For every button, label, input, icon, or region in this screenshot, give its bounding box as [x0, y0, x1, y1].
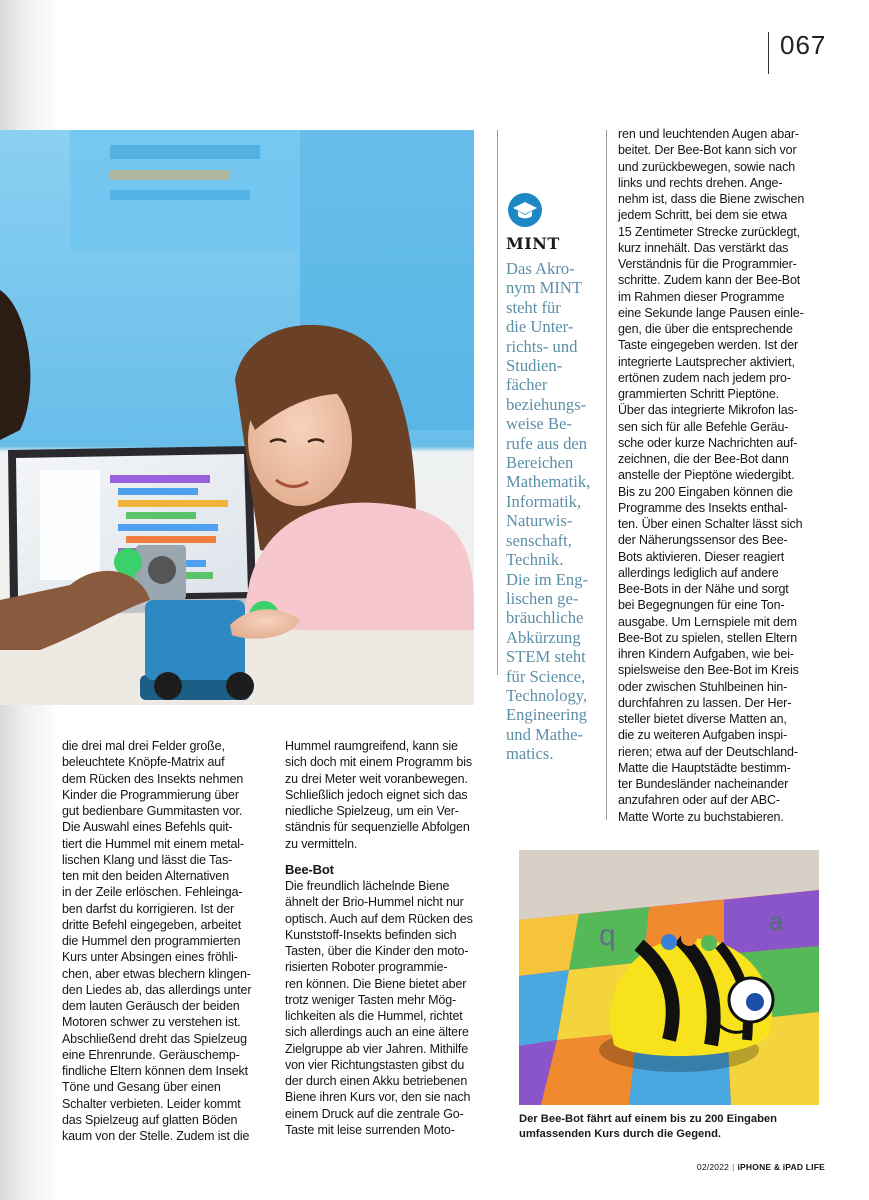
text-line: steller bietet diverse Matten an,	[618, 712, 787, 726]
hero-illustration	[0, 130, 474, 705]
text-line: ähnelt der Brio-Hummel nicht nur	[285, 895, 464, 910]
sidebar-line: Studien-	[506, 356, 563, 376]
text-line: rieren; etwa auf der Deutschland-	[618, 744, 798, 759]
text-line: kaum von der Stelle. Zudem ist die	[62, 1129, 250, 1143]
text-line: Kinder die Programmierung über	[62, 787, 239, 802]
sidebar-line: steht für	[506, 297, 561, 317]
text-line: anzufahren oder auf der ABC-	[618, 793, 780, 808]
sidebar-line: fächer	[506, 375, 548, 395]
sidebar-line: Informatik,	[506, 491, 582, 511]
sidebar-line: die Unter-	[506, 317, 574, 337]
page-number: 067	[780, 30, 827, 60]
sidebar-line: und Mathe-	[506, 724, 583, 744]
text-line: das Spielzeug auf glatten Böden	[62, 1112, 238, 1127]
graduation-cap-icon	[508, 193, 542, 227]
text-line: 15 Zentimeter Strecke zurücklegt,	[618, 224, 800, 239]
sidebar-line: STEM steht	[506, 647, 586, 667]
sidebar-line: Das Akro-	[506, 259, 575, 278]
text-line: ausgabe. Um Lernspiele mit dem	[618, 614, 797, 629]
article-column-3	[618, 126, 832, 825]
text-line: sich allerdings auch an eine ältere	[285, 1025, 469, 1040]
text-line: ren und leuchtenden Augen abar-	[618, 127, 799, 141]
section-subhead: Bee-Bot	[285, 861, 334, 877]
text-line: Über das integrierte Mikrofon las-	[618, 403, 798, 418]
text-line: links und rechts drehen. Ange-	[618, 175, 783, 190]
sidebar-line: Die im Eng-	[506, 569, 589, 589]
text-line: einem Druck auf die zentrale Go-	[285, 1106, 464, 1121]
text-line: zu vermitteln.	[285, 836, 358, 851]
text-line: Matte die Hauptstädte bestimm-	[618, 760, 791, 775]
sidebar-line: Mathematik,	[506, 472, 591, 492]
text-line: Bee-Bots in der Nähe und sorgt	[618, 582, 789, 596]
text-line: Bots aktivieren. Dieser reagiert	[618, 549, 785, 564]
text-line: allerdings lediglich auf andere	[618, 565, 779, 580]
bee-bot-photo	[519, 850, 819, 1105]
text-line: dem Rücken des Insekts nehmen	[62, 771, 244, 786]
text-line: Matte Worte zu buchstabieren.	[618, 809, 784, 824]
sidebar-line: für Science,	[506, 666, 586, 686]
article-column-1	[62, 738, 272, 1144]
text-line: zu drei Meter weit voranbewegen.	[285, 771, 468, 786]
text-line: und zurückbewegen, sowie nach	[618, 159, 796, 174]
sidebar-line: beziehungs-	[506, 394, 587, 414]
text-line: Bee-Bot zu spielen, stellen Eltern	[618, 630, 798, 645]
text-line: sich doch mit einem Programm bis	[285, 755, 472, 770]
article-column-2	[285, 738, 495, 1138]
text-line: Programme des Insekts enthal-	[618, 500, 788, 515]
text-line: nehm ist, dass die Biene zwischen	[618, 192, 805, 206]
sidebar-line: senschaft,	[506, 530, 572, 550]
text-line: dritte Befehl eingegeben, arbeitet	[62, 917, 242, 932]
sidebar-left-rule	[497, 130, 498, 675]
text-line: ertönen zudem nach jedem pro-	[618, 370, 791, 385]
text-line: den Liedes ab, das allerdings unter	[62, 982, 252, 997]
sidebar-line: Bereichen	[506, 453, 574, 473]
text-line: Zielgruppe ab vier Jahren. Mithilfe	[285, 1041, 469, 1056]
sidebar-line: Naturwis-	[506, 511, 573, 531]
text-line: tiert die Hummel mit einem metal-	[62, 836, 244, 851]
text-line: Bis zu 200 Eingaben können die	[618, 484, 793, 499]
text-line: ten. Über einen Schalter lässt sich	[618, 517, 803, 531]
text-line: durchfahren zu lassen. Der Her-	[618, 695, 792, 710]
text-line: chen, aber etwas blechern klingen-	[62, 966, 251, 981]
sidebar-line: lischen ge-	[506, 588, 579, 608]
text-line: sen sich für alle Befehle Geräu-	[618, 419, 789, 434]
svg-text:q: q	[599, 919, 616, 952]
text-line: ren können. Die Biene bietet aber	[285, 976, 467, 991]
sidebar-line: Technik.	[506, 550, 564, 570]
caption-line: umfassenden Kurs durch die Gegend.	[519, 1128, 722, 1140]
text-line: dem lauten Geräusch der beiden	[62, 999, 240, 1013]
text-line: ben darfst du korrigieren. Ist der	[62, 901, 235, 916]
text-line: der durch einen Akku betriebenen	[285, 1074, 468, 1088]
text-line: bei Begegnungen für eine Ton-	[618, 598, 785, 613]
page-number-rule	[768, 32, 769, 74]
text-line: Schalter verbieten. Leider kommt	[62, 1096, 241, 1111]
text-line: Die freundlich lächelnde Biene	[285, 879, 450, 893]
text-line: der Näherungssensor des Bee-	[618, 533, 788, 548]
text-line: die Hummel den programmierten	[62, 934, 241, 948]
text-line: trotz weniger Tasten mehr Mög-	[285, 992, 457, 1007]
text-line: ter Bundesländer nacheinander	[618, 777, 789, 791]
sidebar-line: bräuchliche	[506, 608, 584, 628]
sidebar-right-rule	[606, 130, 607, 820]
text-line: kurz innehält. Das verstärkt das	[618, 240, 789, 255]
text-line: beleuchtete Knöpfe-Matrix auf	[62, 755, 225, 770]
sidebar-line: rufe aus den	[506, 433, 588, 453]
caption-line: Der Bee-Bot fährt auf einem bis zu 200 Eingaben	[519, 1113, 777, 1125]
hero-photo	[0, 130, 474, 705]
text-line: eine Ehrenrunde. Geräuschemp-	[62, 1047, 240, 1062]
text-line: spielsweise den Bee-Bot im Kreis	[618, 663, 799, 678]
text-line: die zu weiteren Aufgaben inspi-	[618, 728, 788, 743]
magazine-name: iPHONE & iPAD LIFE	[737, 1162, 825, 1172]
bee-bot-illustration	[519, 850, 819, 1105]
text-line: Verständnis für die Programmier-	[618, 257, 797, 271]
text-line: risierten Roboter programmie-	[285, 960, 448, 975]
text-line: von vier Richtungstasten gibst du	[285, 1057, 465, 1072]
text-line: im Rahmen dieser Programme	[618, 289, 785, 304]
text-line: ten mit den beiden Alternativen	[62, 869, 229, 883]
text-line: Kurs unter Absingen eines fröhli-	[62, 950, 238, 965]
footer-separator: |	[732, 1162, 735, 1172]
text-line: ihren Kindern Aufgaben, wie bei-	[618, 647, 794, 661]
svg-text:a: a	[769, 906, 784, 936]
text-line: niedliche Spielzeug, um ein Ver-	[285, 804, 459, 818]
text-line: Biene ihren Kurs vor, den sie nach	[285, 1090, 471, 1105]
text-line: Tasten, über die Kinder den moto-	[285, 944, 469, 958]
text-line: anstelle der Pieptöne wiedergibt.	[618, 468, 795, 483]
text-line: Abschließend dreht das Spielzeug	[62, 1031, 247, 1046]
sidebar-line: nym MINT	[506, 278, 583, 298]
text-line: Schließlich jedoch eignet sich das	[285, 787, 468, 802]
text-line: Hummel raumgreifend, kann sie	[285, 739, 458, 753]
text-line: die drei mal drei Felder große,	[62, 739, 225, 753]
sidebar-line: matics.	[506, 744, 554, 764]
text-line: sche oder kurze Nachrichten auf-	[618, 435, 798, 450]
sidebar-line: Technology,	[506, 685, 588, 705]
text-line: grammierten Schritt Pieptöne.	[618, 387, 780, 401]
text-line: in der Zeile erlöschen. Fehleinga-	[62, 885, 243, 900]
text-line: jedem Schritt, bei dem sie etwa	[618, 208, 788, 223]
text-line: lischen Klang und lässt die Tas-	[62, 852, 233, 867]
text-line: lichkeiten als die Hummel, richtet	[285, 1009, 463, 1023]
text-line: Die Auswahl eines Befehls quit-	[62, 820, 233, 835]
text-line: eine Sekunde lange Pausen einle-	[618, 305, 804, 320]
photo-caption	[519, 1112, 819, 1142]
text-line: Kunststoff-Insekts befinden sich	[285, 927, 457, 942]
text-line: zeichnen, die der Bee-Bot dann	[618, 452, 789, 466]
text-line: schritte. Zudem kann der Bee-Bot	[618, 273, 801, 288]
text-line: integrierte Lautsprecher aktiviert,	[618, 354, 795, 369]
issue-number: 02/2022	[696, 1162, 730, 1172]
text-line: gen, die über die entsprechende	[618, 322, 793, 336]
text-line: optisch. Auch auf dem Rücken des	[285, 911, 473, 926]
text-line: Töne und Gesang über einen	[62, 1080, 221, 1095]
sidebar-line: Abkürzung	[506, 627, 581, 647]
text-line: Motoren schwer zu verstehen ist.	[62, 1015, 241, 1030]
text-line: beitet. Der Bee-Bot kann sich vor	[618, 143, 797, 158]
sidebar-line: weise Be-	[506, 414, 572, 434]
sidebar-line: Engineering	[506, 705, 588, 725]
page-footer	[650, 1162, 825, 1172]
sidebar-body	[506, 259, 598, 764]
text-line: Taste eingegeben werden. Ist der	[618, 338, 799, 353]
text-line: Taste mit leise surrenden Moto-	[285, 1122, 455, 1137]
text-line: ständnis für sequenzielle Abfolgen	[285, 820, 470, 835]
text-line: oder zwischen Stuhlbeinen hin-	[618, 679, 788, 694]
sidebar-line: richts- und	[506, 336, 578, 356]
text-line: findliche Eltern können dem Insekt	[62, 1064, 248, 1078]
text-line: gut bedienbare Gummitasten vor.	[62, 804, 243, 818]
sidebar-title: MINT	[506, 234, 560, 253]
